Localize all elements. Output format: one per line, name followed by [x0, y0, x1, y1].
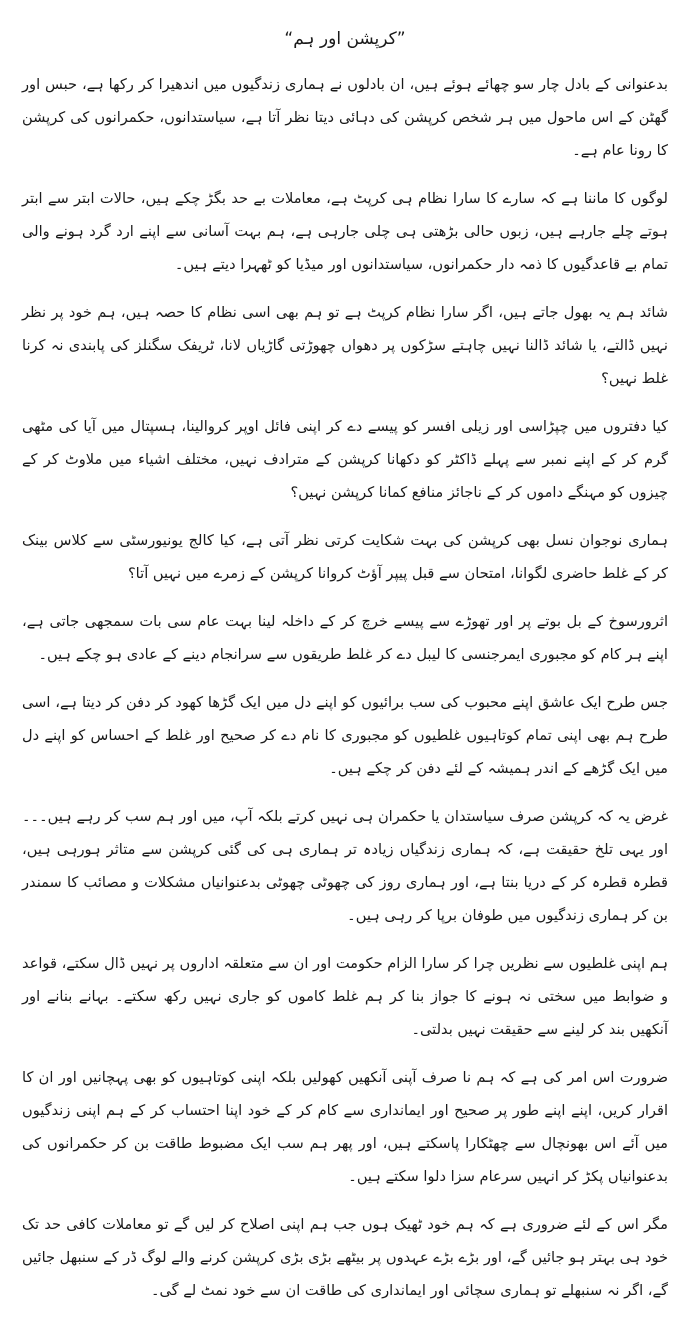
paragraph-2: لوگوں کا ماننا ہے کہ سارے کا سارا نظام ہی کرپٹ ہے، معاملات بے حد بگڑ چکے ہیں، حالات ابتر سے ابتر ہوتے چلے جارہے ہیں، زبوں حالی بڑھتی ہی چلی جارہی ہے، ہم بہت آسانی سے اپنے ارد گرد ہونے والی تمام بے قاعدگیوں کا ذمہ دار حکمرانوں، سیاستدانوں اور میڈیا کو ٹھہرا دیتے ہیں۔: [22, 190, 668, 273]
paragraph-11: مگر اس کے لئے ضروری ہے کہ ہم خود ٹھیک ہوں جب ہم اپنی اصلاح کر لیں گے تو معاملات کافی حد تک خود ہی بہتر ہو جائیں گے، اور بڑے بڑے عہدوں پر بیٹھے بڑی بڑی کرپشن کرنے والے لوگ ڈر کے سنبھل جائیں گے، اگر نہ سنبھلے تو ہماری سچائی اور ایمانداری کی طاقت ان سے خود نمٹ لے گی۔: [22, 1216, 668, 1299]
paragraph-3: شائد ہم یہ بھول جاتے ہیں، اگر سارا نظام کرپٹ ہے تو ہم بھی اسی نظام کا حصہ ہیں، ہم خود پر نظر نہیں ڈالتے، یا شائد ڈالنا نہیں چاہتے سڑکوں پر دھواں چھوڑتی گاڑیاں لانا، ٹریفک سگنلز کی پابندی نہ کرنا غلط نہیں؟: [22, 304, 668, 387]
paragraph-10: ضرورت اس امر کی ہے کہ ہم نا صرف آپنی آنکھیں کھولیں بلکہ اپنی کوتاہیوں کو بھی پہچانیں اور ان کا اقرار کریں، اپنے اپنے طور پر صحیح اور ایمانداری سے کام کر کے خود اپنا احتساب کر کے ہم اپنی زندگیوں میں آئے اس بھونچال سے چھٹکارا پاسکتے ہیں، اور پھر ہم سب ایک مضبوط طاقت بن کر حکمرانوں کی بدعنوانیاں پکڑ کر انہیں سرعام سزا دلوا سکتے ہیں۔: [22, 1069, 668, 1185]
paragraph-7: جس طرح ایک عاشق اپنے محبوب کی سب برائیوں کو اپنے دل میں ایک گڑھا کھود کر دفن کر دیتا ہے، اسی طرح ہم بھی اپنی تمام کوتاہیوں غلطیوں کو مجبوری کا نام دے کر صحیح اور غلط کے احساس کو اپنے دل میں ایک گڑھے کے اندر ہمیشہ کے لئے دفن کر چکے ہیں۔: [22, 694, 668, 777]
paragraph-6: اثرورسوخ کے بل بوتے پر اور تھوڑے سے پیسے خرچ کر کے داخلہ لینا بہت عام سی بات سمجھی جاتی ہے، اپنے ہر کام کو مجبوری ایمرجنسی کا لیبل دے کر غلط طریقوں سے سرانجام دینے کے عادی ہو چکے ہیں۔: [22, 613, 668, 663]
article-title: ”کرپشن اور ہم“: [284, 29, 406, 49]
paragraph-8: غرض یہ کہ کرپشن صرف سیاستدان یا حکمران ہی نہیں کرتے بلکہ آپ، میں اور ہم سب کر رہے ہیں۔۔۔ اور یہی تلخ حقیقت ہے، کہ ہماری زندگیاں زیادہ تر ہماری ہی کی گئی کرپشن سے متاثر ہورہی ہیں، قطرہ قطرہ کر کے دریا بنتا ہے، اور ہماری روز کی چھوٹی چھوٹی بدعنوانیاں مشکلات و مصائب کا سمندر بن کر ہماری زندگیوں میں طوفان برپا کر رہی ہیں۔: [22, 808, 668, 924]
paragraph-4: کیا دفتروں میں چپڑاسی اور زیلی افسر کو پیسے دے کر اپنی فائل اوپر کروالینا، ہسپتال میں آیا کی مٹھی گرم کر کے اپنے نمبر سے پہلے ڈاکٹر کو دکھانا کرپشن کے مترادف نہیں، مختلف اشیاء میں ملاوٹ کر کے چیزوں کو مہنگے داموں کر کے ناجائز منافع کمانا کرپشن نہیں؟: [22, 418, 668, 501]
paragraph-5: ہماری نوجوان نسل بھی کرپشن کی بہت شکایت کرتی نظر آتی ہے، کیا کالج یونیورسٹی سے کلاس بینک کر کے غلط حاضری لگوانا، امتحان سے قبل پیپر آؤٹ کروانا کرپشن کے زمرے میں نہیں آتا؟: [22, 532, 668, 582]
paragraph-9: ہم اپنی غلطیوں سے نظریں چرا کر سارا الزام حکومت اور ان سے متعلقہ اداروں پر نہیں ڈال سکتے، قواعد و ضوابط میں سختی نہ ہونے کا جواز بنا کر ہم غلط کاموں کو جاری نہیں رکھ سکتے۔ بہانے بنانے اور آنکھیں بند کر لینے سے حقیقت نہیں بدلتی۔: [22, 955, 668, 1038]
paragraph-1: بدعنوانی کے بادل چار سو چھائے ہوئے ہیں، ان بادلوں نے ہماری زندگیوں میں اندھیرا کر رکھا ہے، حبس اور گھٹن کے اس ماحول میں ہر شخص کرپشن کی دہائی دیتا نظر آتا ہے، سیاستدانوں، حکمرانوں کی کرپشن کا رونا عام ہے۔: [22, 76, 668, 159]
